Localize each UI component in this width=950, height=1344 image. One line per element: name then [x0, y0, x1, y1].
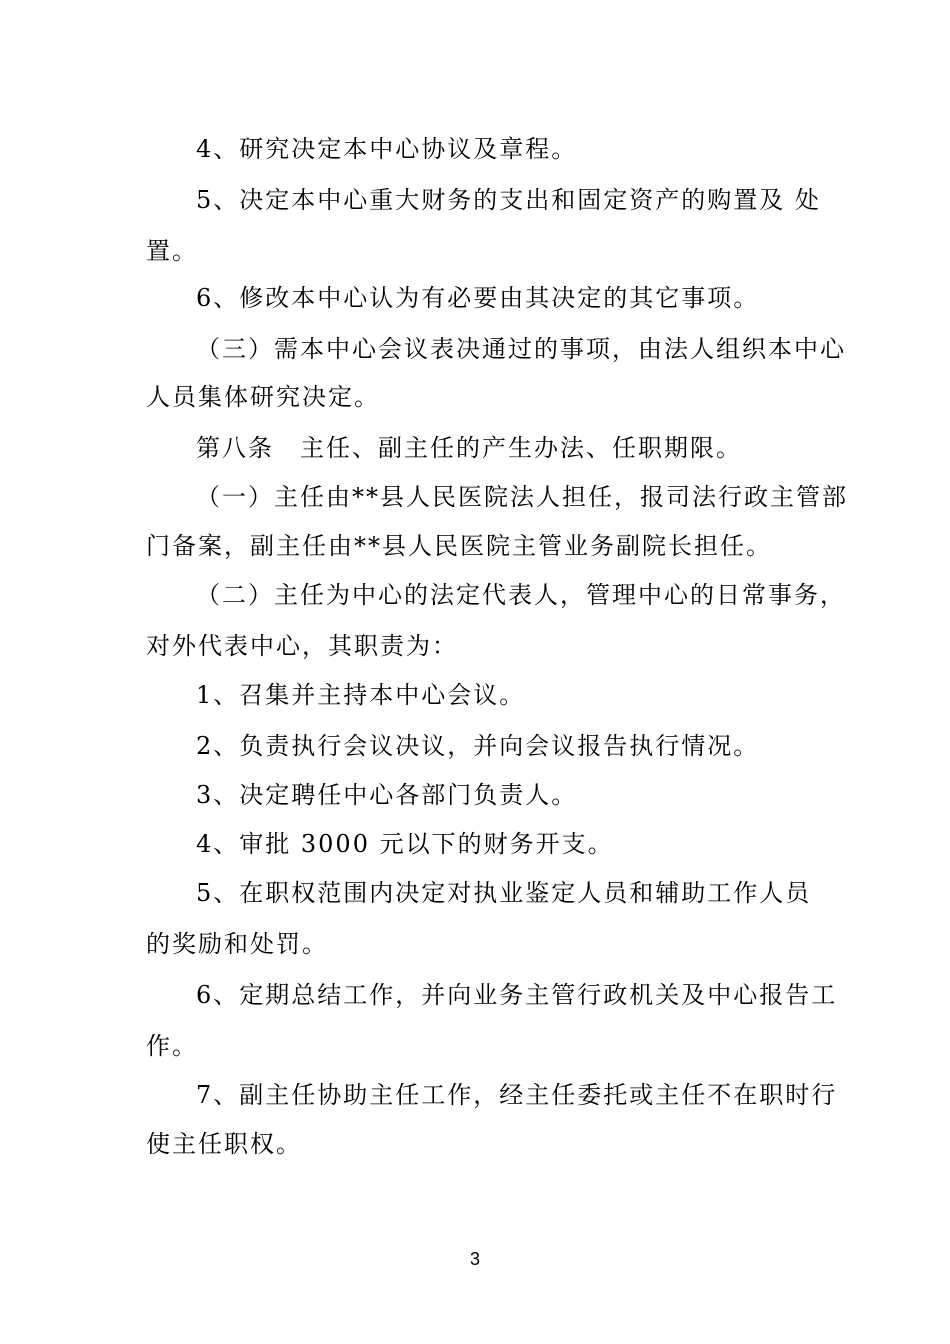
text-line: 门备案，副主任由**县人民医院主管业务副院长担任。: [146, 532, 772, 560]
text-line: 作。: [146, 1032, 198, 1060]
text-line: 6、定期总结工作，并向业务主管行政机关及中心报告工: [196, 981, 838, 1009]
text-line: 置。: [146, 237, 198, 265]
text-line: 4、审批 3000 元以下的财务开支。: [196, 830, 614, 858]
text-line: 5、在职权范围内决定对执业鉴定人员和辅助工作人员: [196, 879, 812, 907]
text-line: 6、修改本中心认为有必要由其决定的其它事项。: [196, 284, 760, 312]
text-line: 3、决定聘任中心各部门负责人。: [196, 781, 578, 809]
article-heading: 第八条 主任、副主任的产生办法、任职期限。: [196, 434, 742, 462]
text-line: 1、召集并主持本中心会议。: [196, 681, 526, 709]
text-line: 5、决定本中心重大财务的支出和固定资产的购置及 处: [196, 186, 821, 214]
page-number: 3: [469, 1249, 480, 1269]
text-line: 对外代表中心，其职责为：: [146, 632, 458, 660]
text-line: 的奖励和处罚。: [146, 930, 328, 958]
text-line: 2、负责执行会议决议，并向会议报告执行情况。: [196, 732, 760, 760]
text-line: 7、副主任协助主任工作，经主任委托或主任不在职时行: [196, 1081, 838, 1109]
text-line: （三）需本中心会议表决通过的事项，由法人组织本中心: [196, 335, 846, 363]
text-line: （一）主任由**县人民医院法人担任，报司法行政主管部: [196, 483, 848, 511]
text-line: 使主任职权。: [146, 1130, 302, 1158]
text-line: （二）主任为中心的法定代表人，管理中心的日常事务，: [196, 581, 846, 609]
text-line: 4、研究决定本中心协议及章程。: [196, 135, 578, 163]
text-line: 人员集体研究决定。: [146, 383, 380, 411]
